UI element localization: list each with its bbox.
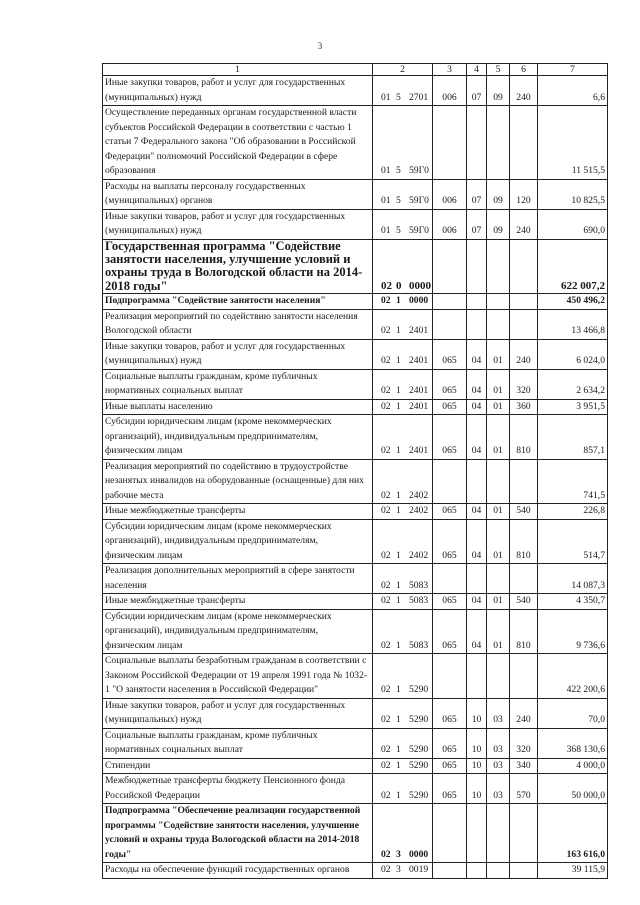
code-direction: 2401 bbox=[409, 385, 429, 397]
code-direction: 59Г0 bbox=[409, 195, 429, 206]
row-name: Социальные выплаты гражданам, кроме публичных нормативных социальных выплат bbox=[103, 728, 373, 758]
row-amount: 4 000,0 bbox=[538, 758, 608, 774]
row-col-5: 03 bbox=[487, 774, 510, 804]
code-program: 01 bbox=[381, 165, 391, 176]
code-program: 02 bbox=[381, 295, 391, 307]
code-subprogram: 1 bbox=[396, 684, 401, 696]
table-row bbox=[103, 294, 608, 310]
row-col-3 bbox=[433, 564, 467, 594]
row-target-code bbox=[373, 369, 433, 399]
row-col-4 bbox=[467, 654, 487, 699]
row-amount: 4 350,7 bbox=[538, 594, 608, 610]
row-col-4: 04 bbox=[467, 504, 487, 520]
row-col-3: 006 bbox=[433, 76, 467, 106]
row-name: Субсидии юридическим лицам (кроме некоммерческих организаций), индивидуальным предпринимателям, физическим лицам bbox=[103, 609, 373, 654]
row-name: Межбюджетные трансферты бюджету Пенсионного фонда Российской Федерации bbox=[103, 774, 373, 804]
code-direction: 2402 bbox=[409, 489, 429, 501]
code-direction: 5290 bbox=[409, 714, 429, 726]
row-col-4: 10 bbox=[467, 728, 487, 758]
row-amount: 2 634,2 bbox=[538, 369, 608, 399]
code-program: 02 bbox=[381, 385, 391, 397]
table-row bbox=[103, 804, 608, 863]
row-col-4: 10 bbox=[467, 758, 487, 774]
code-direction: 59Г0 bbox=[409, 165, 429, 176]
row-col-5 bbox=[487, 106, 510, 180]
table-row bbox=[103, 728, 608, 758]
code-direction: 0000 bbox=[409, 848, 429, 860]
code-program: 02 bbox=[381, 759, 391, 771]
row-amount: 450 496,2 bbox=[538, 294, 608, 310]
row-col-5: 01 bbox=[487, 399, 510, 415]
row-col-5 bbox=[487, 239, 510, 294]
row-col-6: 320 bbox=[510, 728, 538, 758]
row-col-6: 810 bbox=[510, 519, 538, 564]
row-name: Подпрограмма "Обеспечение реализации государственной программы "Содействие занятости населения, улучшение условий и охраны труда Вологодской области на 2014-2018 годы" bbox=[103, 804, 373, 863]
code-program: 02 bbox=[381, 714, 391, 726]
row-col-6: 570 bbox=[510, 774, 538, 804]
row-target-code bbox=[373, 76, 433, 106]
table-row bbox=[103, 209, 608, 239]
row-col-6: 240 bbox=[510, 698, 538, 728]
row-amount: 10 825,5 bbox=[538, 179, 608, 209]
row-amount: 11 515,5 bbox=[538, 106, 608, 180]
row-name: Иные межбюджетные трансферты bbox=[103, 594, 373, 610]
row-col-3 bbox=[433, 106, 467, 180]
row-amount: 50 000,0 bbox=[538, 774, 608, 804]
code-direction: 5083 bbox=[409, 595, 429, 607]
table-row bbox=[103, 76, 608, 106]
row-name: Иные выплаты населению bbox=[103, 399, 373, 415]
row-col-5: 03 bbox=[487, 728, 510, 758]
row-amount: 514,7 bbox=[538, 519, 608, 564]
row-amount: 14 087,3 bbox=[538, 564, 608, 594]
row-col-4: 07 bbox=[467, 179, 487, 209]
row-col-6 bbox=[510, 459, 538, 504]
code-direction: 2401 bbox=[409, 445, 429, 457]
row-amount: 13 466,8 bbox=[538, 309, 608, 339]
row-name: Субсидии юридическим лицам (кроме некоммерческих организаций), индивидуальным предпринимателям, физическим лицам bbox=[103, 415, 373, 460]
page-number: 3 bbox=[317, 41, 323, 51]
row-target-code bbox=[373, 594, 433, 610]
row-col-6 bbox=[510, 863, 538, 879]
row-col-4: 10 bbox=[467, 774, 487, 804]
table-row bbox=[103, 179, 608, 209]
header-col-3: 3 bbox=[433, 64, 467, 76]
header-col-7: 7 bbox=[538, 64, 608, 76]
row-col-4: 04 bbox=[467, 415, 487, 460]
code-direction: 2401 bbox=[409, 325, 429, 337]
row-col-4: 04 bbox=[467, 339, 487, 369]
code-subprogram: 1 bbox=[396, 400, 401, 412]
row-col-5 bbox=[487, 804, 510, 863]
row-col-4 bbox=[467, 564, 487, 594]
code-direction: 0019 bbox=[409, 864, 429, 876]
code-direction: 0000 bbox=[409, 279, 431, 292]
row-amount: 857,1 bbox=[538, 415, 608, 460]
row-col-4 bbox=[467, 239, 487, 294]
row-col-6: 240 bbox=[510, 209, 538, 239]
row-amount: 622 007,2 bbox=[538, 239, 608, 294]
row-name: Иные закупки товаров, работ и услуг для государственных (муниципальных) нужд bbox=[103, 209, 373, 239]
row-amount: 6,6 bbox=[538, 76, 608, 106]
row-target-code bbox=[373, 654, 433, 699]
code-program: 01 bbox=[381, 91, 391, 103]
code-program: 02 bbox=[381, 279, 392, 292]
row-amount: 163 616,0 bbox=[538, 804, 608, 863]
row-amount: 9 736,6 bbox=[538, 609, 608, 654]
row-col-3: 065 bbox=[433, 594, 467, 610]
code-direction: 5290 bbox=[409, 684, 429, 696]
code-subprogram: 1 bbox=[396, 295, 401, 307]
row-col-6 bbox=[510, 804, 538, 863]
code-direction: 5083 bbox=[409, 579, 429, 591]
code-direction: 0000 bbox=[409, 295, 429, 307]
row-target-code bbox=[373, 519, 433, 564]
row-amount: 70,0 bbox=[538, 698, 608, 728]
code-direction: 5290 bbox=[409, 789, 429, 801]
row-col-5: 09 bbox=[487, 179, 510, 209]
row-col-6 bbox=[510, 654, 538, 699]
row-col-3 bbox=[433, 804, 467, 863]
row-target-code bbox=[373, 294, 433, 310]
row-target-code bbox=[373, 728, 433, 758]
table-row bbox=[103, 698, 608, 728]
row-col-4: 07 bbox=[467, 76, 487, 106]
row-col-4 bbox=[467, 459, 487, 504]
row-col-3: 065 bbox=[433, 758, 467, 774]
row-col-6 bbox=[510, 294, 538, 310]
row-name: Иные межбюджетные трансферты bbox=[103, 504, 373, 520]
row-target-code bbox=[373, 399, 433, 415]
row-col-4: 04 bbox=[467, 594, 487, 610]
code-subprogram: 5 bbox=[396, 225, 401, 236]
code-subprogram: 5 bbox=[396, 165, 401, 176]
row-col-3 bbox=[433, 459, 467, 504]
row-target-code bbox=[373, 309, 433, 339]
row-col-4 bbox=[467, 106, 487, 180]
table-row bbox=[103, 399, 608, 415]
row-col-3: 065 bbox=[433, 415, 467, 460]
code-subprogram: 1 bbox=[396, 385, 401, 397]
table-row bbox=[103, 239, 608, 294]
row-target-code bbox=[373, 804, 433, 863]
row-col-3 bbox=[433, 654, 467, 699]
row-col-3: 065 bbox=[433, 698, 467, 728]
code-subprogram: 1 bbox=[396, 325, 401, 337]
row-col-6 bbox=[510, 239, 538, 294]
code-program: 02 bbox=[381, 639, 391, 651]
code-subprogram: 1 bbox=[396, 579, 401, 591]
row-target-code bbox=[373, 209, 433, 239]
row-name: Стипендии bbox=[103, 758, 373, 774]
row-name: Государственная программа "Содействие занятости населения, улучшение условий и охраны труда в Вологодской области на 2014-2018 годы" bbox=[103, 239, 373, 294]
row-col-6 bbox=[510, 309, 538, 339]
code-subprogram: 0 bbox=[396, 279, 402, 292]
code-subprogram: 1 bbox=[396, 714, 401, 726]
row-col-5: 03 bbox=[487, 758, 510, 774]
row-col-4 bbox=[467, 294, 487, 310]
row-name: Иные закупки товаров, работ и услуг для государственных (муниципальных) нужд bbox=[103, 698, 373, 728]
row-amount: 690,0 bbox=[538, 209, 608, 239]
table-row bbox=[103, 609, 608, 654]
row-name: Расходы на выплаты персоналу государственных (муниципальных) органов bbox=[103, 179, 373, 209]
row-col-5: 01 bbox=[487, 594, 510, 610]
row-name: Реализация дополнительных мероприятий в сфере занятости населения bbox=[103, 564, 373, 594]
row-col-3: 065 bbox=[433, 339, 467, 369]
row-target-code bbox=[373, 774, 433, 804]
row-col-3 bbox=[433, 294, 467, 310]
row-col-6: 810 bbox=[510, 609, 538, 654]
table-row bbox=[103, 863, 608, 879]
row-col-4 bbox=[467, 804, 487, 863]
header-row bbox=[103, 64, 608, 76]
code-direction: 5290 bbox=[409, 759, 429, 771]
row-col-6: 360 bbox=[510, 399, 538, 415]
code-program: 02 bbox=[381, 595, 391, 607]
row-col-3: 065 bbox=[433, 609, 467, 654]
table-row bbox=[103, 758, 608, 774]
row-target-code bbox=[373, 239, 433, 294]
table-row bbox=[103, 339, 608, 369]
row-amount: 6 024,0 bbox=[538, 339, 608, 369]
row-target-code bbox=[373, 609, 433, 654]
code-subprogram: 1 bbox=[396, 505, 401, 517]
row-col-6: 120 bbox=[510, 179, 538, 209]
row-col-5: 01 bbox=[487, 369, 510, 399]
row-col-3 bbox=[433, 863, 467, 879]
code-direction: 2402 bbox=[409, 549, 429, 561]
code-direction: 2401 bbox=[409, 400, 429, 412]
code-program: 02 bbox=[381, 848, 391, 860]
row-col-4 bbox=[467, 309, 487, 339]
row-col-3: 065 bbox=[433, 399, 467, 415]
row-col-3 bbox=[433, 309, 467, 339]
code-direction: 59Г0 bbox=[409, 225, 429, 236]
table-row bbox=[103, 564, 608, 594]
row-target-code bbox=[373, 863, 433, 879]
row-col-5 bbox=[487, 654, 510, 699]
code-subprogram: 5 bbox=[396, 195, 401, 206]
row-amount: 422 200,6 bbox=[538, 654, 608, 699]
header-col-6: 6 bbox=[510, 64, 538, 76]
header-col-5: 5 bbox=[487, 64, 510, 76]
row-col-4: 04 bbox=[467, 519, 487, 564]
row-col-6: 240 bbox=[510, 76, 538, 106]
code-program: 02 bbox=[381, 684, 391, 696]
code-program: 01 bbox=[381, 195, 391, 206]
code-subprogram: 1 bbox=[396, 549, 401, 561]
code-program: 02 bbox=[381, 549, 391, 561]
row-col-5: 01 bbox=[487, 504, 510, 520]
row-name: Реализация мероприятий по содействию в трудоустройстве незанятых инвалидов на оборудованные (оснащенные) для них рабочие места bbox=[103, 459, 373, 504]
row-col-6: 340 bbox=[510, 758, 538, 774]
code-subprogram: 1 bbox=[396, 744, 401, 756]
code-program: 02 bbox=[381, 355, 391, 367]
code-program: 01 bbox=[381, 225, 391, 236]
table-row bbox=[103, 594, 608, 610]
row-col-5: 01 bbox=[487, 415, 510, 460]
row-col-3: 065 bbox=[433, 728, 467, 758]
row-col-3: 065 bbox=[433, 504, 467, 520]
table-row bbox=[103, 309, 608, 339]
code-program: 02 bbox=[381, 579, 391, 591]
row-name: Осуществление переданных органам государственной власти субъектов Российской Федерации в соответствии с частью 1 статьи 7 Федерального закона "Об образовании в Российской Федерации" полномочий Российской Федерации в сфере образования bbox=[103, 106, 373, 180]
code-program: 02 bbox=[381, 445, 391, 457]
code-program: 02 bbox=[381, 744, 391, 756]
code-subprogram: 1 bbox=[396, 789, 401, 801]
row-col-6: 540 bbox=[510, 504, 538, 520]
table-row bbox=[103, 106, 608, 180]
code-subprogram: 5 bbox=[396, 91, 401, 103]
row-col-4: 10 bbox=[467, 698, 487, 728]
row-name: Субсидии юридическим лицам (кроме некоммерческих организаций), индивидуальным предпринимателям, физическим лицам bbox=[103, 519, 373, 564]
row-amount: 741,5 bbox=[538, 459, 608, 504]
row-col-5: 09 bbox=[487, 209, 510, 239]
row-col-3: 006 bbox=[433, 209, 467, 239]
code-subprogram: 1 bbox=[396, 355, 401, 367]
row-col-5 bbox=[487, 863, 510, 879]
code-program: 02 bbox=[381, 400, 391, 412]
table-row bbox=[103, 459, 608, 504]
table-row bbox=[103, 415, 608, 460]
code-subprogram: 1 bbox=[396, 445, 401, 457]
row-col-5 bbox=[487, 459, 510, 504]
row-name: Реализация мероприятий по содействию занятости населения Вологодской области bbox=[103, 309, 373, 339]
code-subprogram: 3 bbox=[396, 864, 401, 876]
row-target-code bbox=[373, 698, 433, 728]
budget-table bbox=[102, 63, 608, 879]
table-row bbox=[103, 519, 608, 564]
row-col-3: 065 bbox=[433, 369, 467, 399]
code-subprogram: 1 bbox=[396, 639, 401, 651]
row-col-5 bbox=[487, 309, 510, 339]
row-name: Социальные выплаты безработным гражданам в соответствии с Законом Российской Федерации от 19 апреля 1991 года № 1032-1 "О занятости населения в Российской Федерации" bbox=[103, 654, 373, 699]
row-col-4 bbox=[467, 863, 487, 879]
row-col-3: 065 bbox=[433, 519, 467, 564]
row-col-5 bbox=[487, 564, 510, 594]
table-row bbox=[103, 774, 608, 804]
row-col-3: 065 bbox=[433, 774, 467, 804]
row-col-3 bbox=[433, 239, 467, 294]
row-target-code bbox=[373, 459, 433, 504]
code-subprogram: 1 bbox=[396, 595, 401, 607]
code-program: 02 bbox=[381, 864, 391, 876]
row-col-5: 01 bbox=[487, 519, 510, 564]
row-target-code bbox=[373, 339, 433, 369]
row-col-6: 810 bbox=[510, 415, 538, 460]
row-name: Расходы на обеспечение функций государственных органов bbox=[103, 863, 373, 879]
row-name: Иные закупки товаров, работ и услуг для государственных (муниципальных) нужд bbox=[103, 339, 373, 369]
row-col-4: 07 bbox=[467, 209, 487, 239]
code-direction: 2401 bbox=[409, 355, 429, 367]
row-col-3: 006 bbox=[433, 179, 467, 209]
table-row bbox=[103, 654, 608, 699]
row-col-5: 01 bbox=[487, 339, 510, 369]
row-col-6: 240 bbox=[510, 339, 538, 369]
row-amount: 226,8 bbox=[538, 504, 608, 520]
row-target-code bbox=[373, 179, 433, 209]
code-direction: 2402 bbox=[409, 505, 429, 517]
row-amount: 3 951,5 bbox=[538, 399, 608, 415]
row-col-5 bbox=[487, 294, 510, 310]
code-program: 02 bbox=[381, 325, 391, 337]
row-target-code bbox=[373, 106, 433, 180]
row-target-code bbox=[373, 415, 433, 460]
code-direction: 5083 bbox=[409, 639, 429, 651]
row-col-4: 04 bbox=[467, 399, 487, 415]
row-col-4: 04 bbox=[467, 369, 487, 399]
row-col-5: 03 bbox=[487, 698, 510, 728]
row-target-code bbox=[373, 504, 433, 520]
row-amount: 39 115,9 bbox=[538, 863, 608, 879]
row-name: Социальные выплаты гражданам, кроме публичных нормативных социальных выплат bbox=[103, 369, 373, 399]
code-program: 02 bbox=[381, 789, 391, 801]
row-amount: 368 130,6 bbox=[538, 728, 608, 758]
code-direction: 5290 bbox=[409, 744, 429, 756]
row-col-5: 01 bbox=[487, 609, 510, 654]
row-col-4: 04 bbox=[467, 609, 487, 654]
header-col-1: 1 bbox=[103, 64, 373, 76]
row-col-6 bbox=[510, 564, 538, 594]
row-name: Иные закупки товаров, работ и услуг для государственных (муниципальных) нужд bbox=[103, 76, 373, 106]
code-subprogram: 1 bbox=[396, 489, 401, 501]
row-col-6: 320 bbox=[510, 369, 538, 399]
code-subprogram: 3 bbox=[396, 848, 401, 860]
row-col-6 bbox=[510, 106, 538, 180]
code-program: 02 bbox=[381, 489, 391, 501]
row-name: Подпрограмма "Содействие занятости населения" bbox=[103, 294, 373, 310]
table-row bbox=[103, 504, 608, 520]
code-direction: 2701 bbox=[409, 91, 429, 103]
header-col-2: 2 bbox=[373, 64, 433, 76]
row-col-5: 09 bbox=[487, 76, 510, 106]
header-col-4: 4 bbox=[467, 64, 487, 76]
code-subprogram: 1 bbox=[396, 759, 401, 771]
row-target-code bbox=[373, 758, 433, 774]
row-col-6: 540 bbox=[510, 594, 538, 610]
row-target-code bbox=[373, 564, 433, 594]
code-program: 02 bbox=[381, 505, 391, 517]
table-row bbox=[103, 369, 608, 399]
